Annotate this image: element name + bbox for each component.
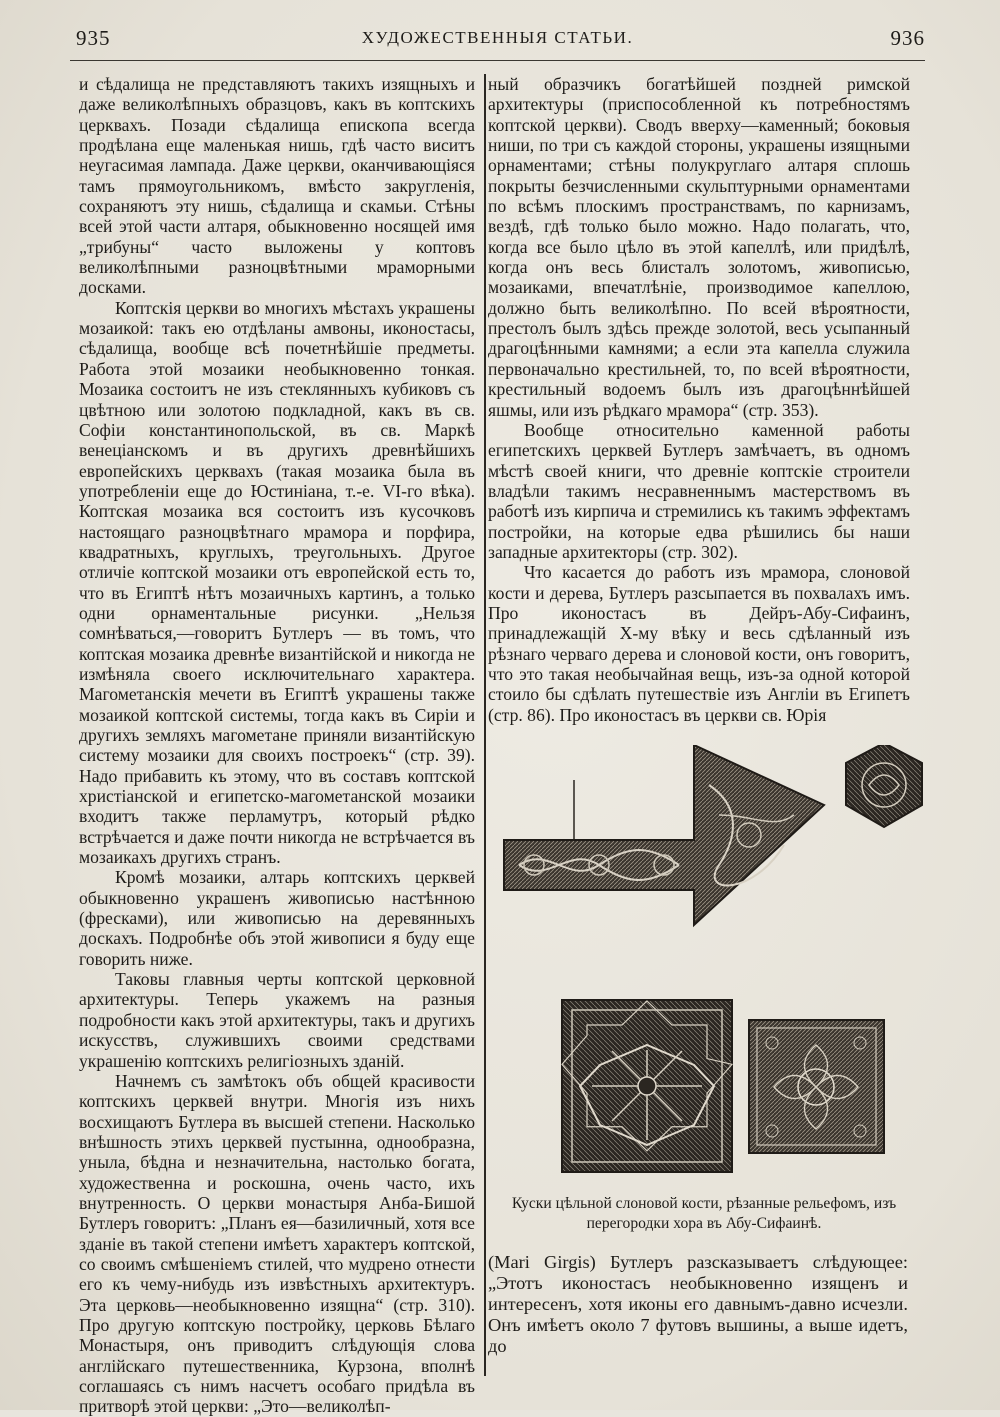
paragraph: Что касается до работъ изъ мрамора, слоновой кости и дерева, Бутлеръ разсыпается въ похвалахъ имъ. Про иконостасъ въ Дейръ-Абу-Сифаинъ, принадлежащій X-му вѣку и весь сдѣланный изъ рѣзнаго черваго дерева и слоновой кости, онъ говоритъ, что это такая необычайная вещь, изъ-за одной которой стоило бы сдѣлать путешествіе изъ Англіи въ Египетъ (стр. 86). Про иконостасъ въ церкви св. Юрія	[488, 562, 910, 725]
page-number-right: 936	[890, 26, 925, 50]
engraving-svg	[494, 745, 924, 1185]
paragraph: Начнемъ съ замѣтокъ объ общей красивости коптскихъ церквей внутри. Многія изъ нихъ восхищаютъ Бутлера въ высшей степени. Насколько внѣшность этихъ церквей пустынна, однообразна, уныла, бѣдна и незначительна, настолько богата, художественна и роскошна, очень часто, ихъ внутренность. О церкви монастыря Анба-Бишой Бутлеръ говоритъ: „Планъ ея—базиличный, хотя все зданіе въ такой степени имѣетъ характеръ коптской, со своимъ смѣшеніемъ стилей, что мудрено отнести его къ чему-нибудь изъ извѣстныхъ архитектуръ. Эта церковь—необыкновенно изящна“ (стр. 310). Про другую коптскую постройку, церковь Бѣлаго Монастыря, онъ приводитъ слѣдующія слова англійскаго путешественника, Курзона, вполнѣ соглашаясь съ нимъ насчетъ особаго придѣла въ притворѣ этой церкви: „Это—великолѣп-	[79, 1070, 475, 1417]
hexagon-carving	[846, 745, 922, 827]
paragraph: Вообще относительно каменной работы египетскихъ церквей Бутлеръ замѣчаетъ, въ одномъ мѣстѣ своей книги, что древніе коптскіе строители владѣли такимъ несравненнымъ мастерствомъ въ работѣ изъ кирпича и стремились къ такимъ эффектамъ постройки, на которые едва рѣшились бы наши западные архитекторы (стр. 302).	[488, 419, 910, 562]
paragraph: ный образчикъ богатѣйшей поздней римской архитектуры (приспособленной къ потребностямъ коптской церкви). Сводъ вверху—каменный; боковыя ниши, по три съ каждой стороны, украшены изящными орнаментами; стѣны полукруглаго алтаря сплошь покрыты безчисленными скульптурными орнаментами по всѣмъ плоскимъ пространствамъ, по карнизамъ, вездѣ, гдѣ только было можно. Надо полагать, что, когда все было цѣло въ этой капеллѣ, или придѣлѣ, когда онъ весь блисталъ золотомъ, живописью, мозаиками, впечатлѣніе, производимое капеллою, должно быть великолѣпно. По всей вѣроятности, престолъ былъ здѣсь прежде золотой, весь усыпанный драгоцѣнными камнями; а если эта капелла служила первоначально крестильней, то, по всей вѣроятности, крестильный водоемъ былъ изъ драгоцѣннѣйшей яшмы, или изъ рѣдкаго мрамора“ (стр. 353).	[488, 74, 910, 420]
figure-caption: Куски цѣльной слоновой кости, рѣзанные рельефомъ, изъ перегородки хора въ Абу-Сифаинѣ.	[511, 1195, 897, 1232]
left-column	[79, 74, 475, 1417]
header-rule	[70, 60, 925, 61]
octagon-square-carving	[562, 1000, 732, 1172]
ivory-carving-illustration	[494, 745, 924, 1185]
arrow-carving	[504, 745, 824, 925]
paragraph: Коптскія церкви во многихъ мѣстахъ украшены мозаикой: такъ ею отдѣланы амвоны, иконостасы, сѣдалища, вообще всѣ почетнѣйшіе предметы. Работа этой мозаики необыкновенно тонкая. Мозаика состоитъ не изъ стеклянныхъ кубиковъ съ цвѣтною или золотою подкладной, какъ въ св. Софіи константинопольской, въ св. Маркѣ венеціанскомъ и въ другихъ древнѣйшихъ европейскихъ церквахъ (такая мозаика была въ употребленіи еще до Юстиніана, т.-е. VI-го вѣка). Коптская мозаика вся состоитъ изъ кусочковъ настоящаго разноцвѣтнаго мрамора и порфира, квадратныхъ, круглыхъ, треугольныхъ. Другое отличіе коптской мозаики отъ европейской есть то, что въ Египтѣ нѣтъ мозаичныхъ картинъ, а только одни орнаментальные рисунки. „Нельзя сомнѣваться,—говоритъ Бутлеръ — въ томъ, что коптская мозаика древнѣе византійской и никогда не измѣняла своего исключительнаго характера. Магометанскія мечети въ Египтѣ украшены также мозаикой коптской системы, тогда какъ въ Сиріи и другихъ земляхъ магометане приняли византійскую систему мозаики для своихъ построекъ“ (стр. 39). Надо прибавить къ этому, что въ составъ коптской христіанской и египетско-магометанской мозаики входитъ также перламутръ, который рѣдко встрѣчается и даже почти никогда не встрѣчается въ мозаикахъ другихъ странъ.	[79, 297, 475, 868]
paragraph: (Mari Girgis) Бутлеръ разсказываетъ слѣдующее: „Этотъ иконостасъ необыкновенно изященъ и интересенъ, хотя иконы его давнымъ-давно исчезли. Онъ имѣетъ около 7 футовъ вышины, а выше идетъ, до	[488, 1252, 908, 1356]
paragraph: и сѣдалища не представляютъ такихъ изящныхъ и даже великолѣпныхъ образцовъ, какъ въ коптскихъ церквахъ. Позади сѣдалища епископа всегда продѣлана еще маленькая нишь, гдѣ часто виситъ неугасимая лампада. Даже церкви, оканчивающіяся тамъ прямоугольникомъ, вмѣсто закругленія, сохраняютъ эту нишь, сѣдалища и скамьи. Стѣны всей этой части алтаря, обыкновенно носящей имя „трибуны“ часто выложены у коптовъ великолѣпными разноцвѣтными мраморными досками.	[79, 74, 475, 298]
paragraph: Кромѣ мозаики, алтарь коптскихъ церквей обыкновенно украшенъ живописью настѣнною (фресками), или живописью на деревянныхъ доскахъ. Подробнѣе объ этой живописи я буду еще говорить ниже.	[79, 867, 475, 969]
paragraph: Таковы главныя черты коптской церковной архитектуры. Теперь укажемъ на разныя подробности какъ этой архитектуры, такъ и другихъ искусствъ, служившихъ своими средствами украшенію коптскихъ религіозныхъ зданій.	[79, 969, 475, 1071]
column-divider	[484, 74, 486, 1376]
floral-square-carving	[749, 1020, 884, 1153]
running-header	[70, 18, 925, 52]
right-column-top	[488, 74, 910, 725]
right-column-bottom	[488, 1252, 908, 1357]
running-title: ХУДОЖЕСТВЕННЫЯ СТАТЬИ.	[361, 28, 634, 47]
page-number-left: 935	[76, 26, 111, 50]
